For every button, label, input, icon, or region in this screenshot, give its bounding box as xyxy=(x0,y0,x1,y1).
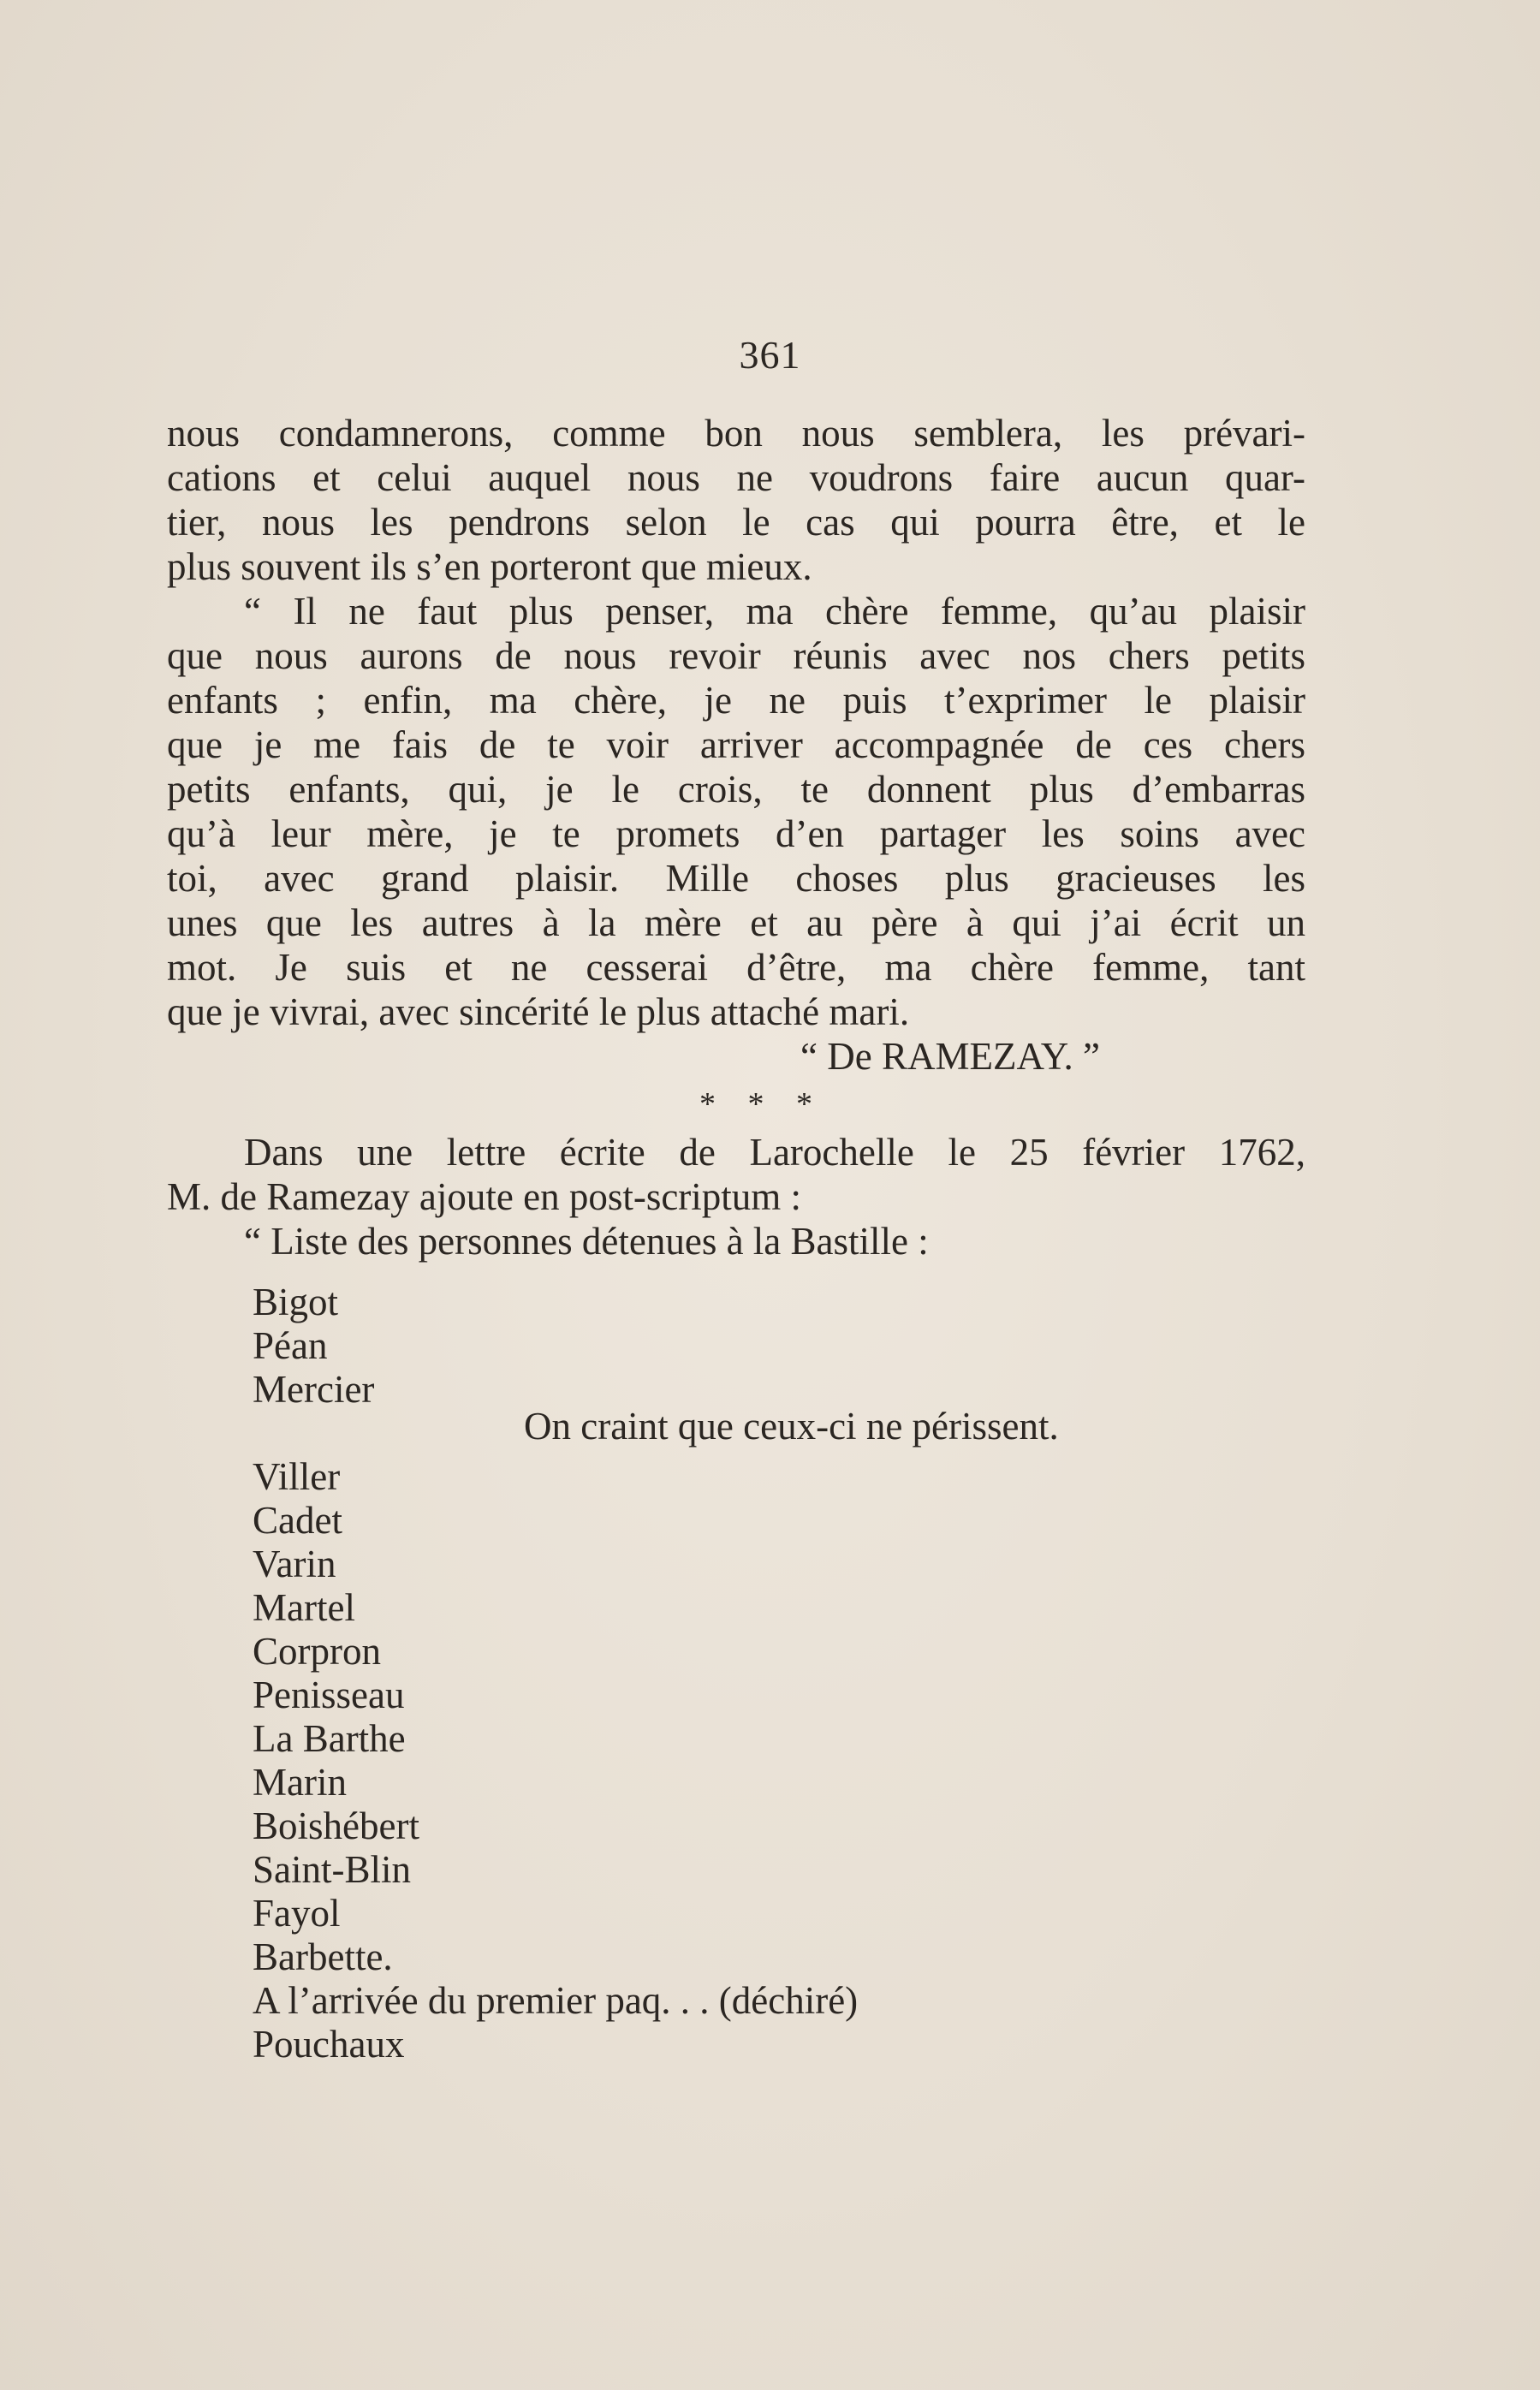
text-line: qu’à leur mère, je te promets d’en partager les soins avec xyxy=(167,812,1305,855)
list-item: Penisseau xyxy=(253,1674,405,1716)
text-line: petits enfants, qui, je le crois, te donnent plus d’embarras xyxy=(167,768,1305,811)
list-item: Pouchaux xyxy=(253,2023,405,2066)
list-item: Boishébert xyxy=(253,1804,419,1847)
text-line: cations et celui auquel nous ne voudrons faire aucun quar- xyxy=(167,456,1305,499)
body-text xyxy=(167,411,1305,1263)
list-item: Saint-Blin xyxy=(253,1848,412,1891)
text-line: “ Il ne faut plus penser, ma chère femme, qu’au plaisir xyxy=(244,590,1305,633)
page-number: 361 xyxy=(739,333,801,377)
text-line: plus souvent ils s’en porteront que mieux. xyxy=(167,545,812,588)
signature: “ De RAMEZAY. ” xyxy=(800,1035,1100,1078)
list-item: Viller xyxy=(253,1455,341,1498)
text-line: M. de Ramezay ajoute en post-scriptum : xyxy=(167,1175,802,1218)
text-line: nous condamnerons, comme bon nous semblera, les prévari- xyxy=(167,412,1305,455)
text-line: mot. Je suis et ne cesserai d’être, ma chère femme, tant xyxy=(167,946,1305,989)
list-item: Varin xyxy=(253,1543,336,1585)
text-line: “ Liste des personnes détenues à la Bastille : xyxy=(244,1220,929,1263)
list-item: Martel xyxy=(253,1586,355,1629)
text-line: tier, nous les pendrons selon le cas qui pourra être, et le xyxy=(167,501,1305,544)
text-line: toi, avec grand plaisir. Mille choses plus gracieuses les xyxy=(167,857,1305,900)
list-item: Fayol xyxy=(253,1892,341,1935)
list-item: Mercier xyxy=(253,1368,375,1411)
list-item: A l’arrivée du premier paq. . . (déchiré) xyxy=(253,1979,859,2022)
list-item: Bigot xyxy=(253,1281,339,1323)
list-item: Barbette. xyxy=(253,1935,393,1978)
side-note: On craint que ceux-ci ne périssent. xyxy=(524,1405,1059,1448)
text-line: que je vivrai, avec sincérité le plus attaché mari. xyxy=(167,990,910,1033)
text-line: que je me fais de te voir arriver accompagnée de ces chers xyxy=(167,723,1305,766)
text-line: que nous aurons de nous revoir réunis avec nos chers petits xyxy=(167,634,1305,677)
section-separator: * * * xyxy=(699,1086,824,1122)
text-line: Dans une lettre écrite de Larochelle le 25 février 1762, xyxy=(244,1131,1305,1174)
list-item: Péan xyxy=(253,1324,328,1367)
list-item: Marin xyxy=(253,1761,347,1804)
text-line: enfants ; enfin, ma chère, je ne puis t’exprimer le plaisir xyxy=(167,679,1305,722)
list-item: Cadet xyxy=(253,1499,342,1542)
list-item: La Barthe xyxy=(253,1717,406,1760)
text-line: unes que les autres à la mère et au père à qui j’ai écrit un xyxy=(167,901,1305,944)
list-item: Corpron xyxy=(253,1630,381,1673)
detainee-list xyxy=(253,1281,858,2066)
